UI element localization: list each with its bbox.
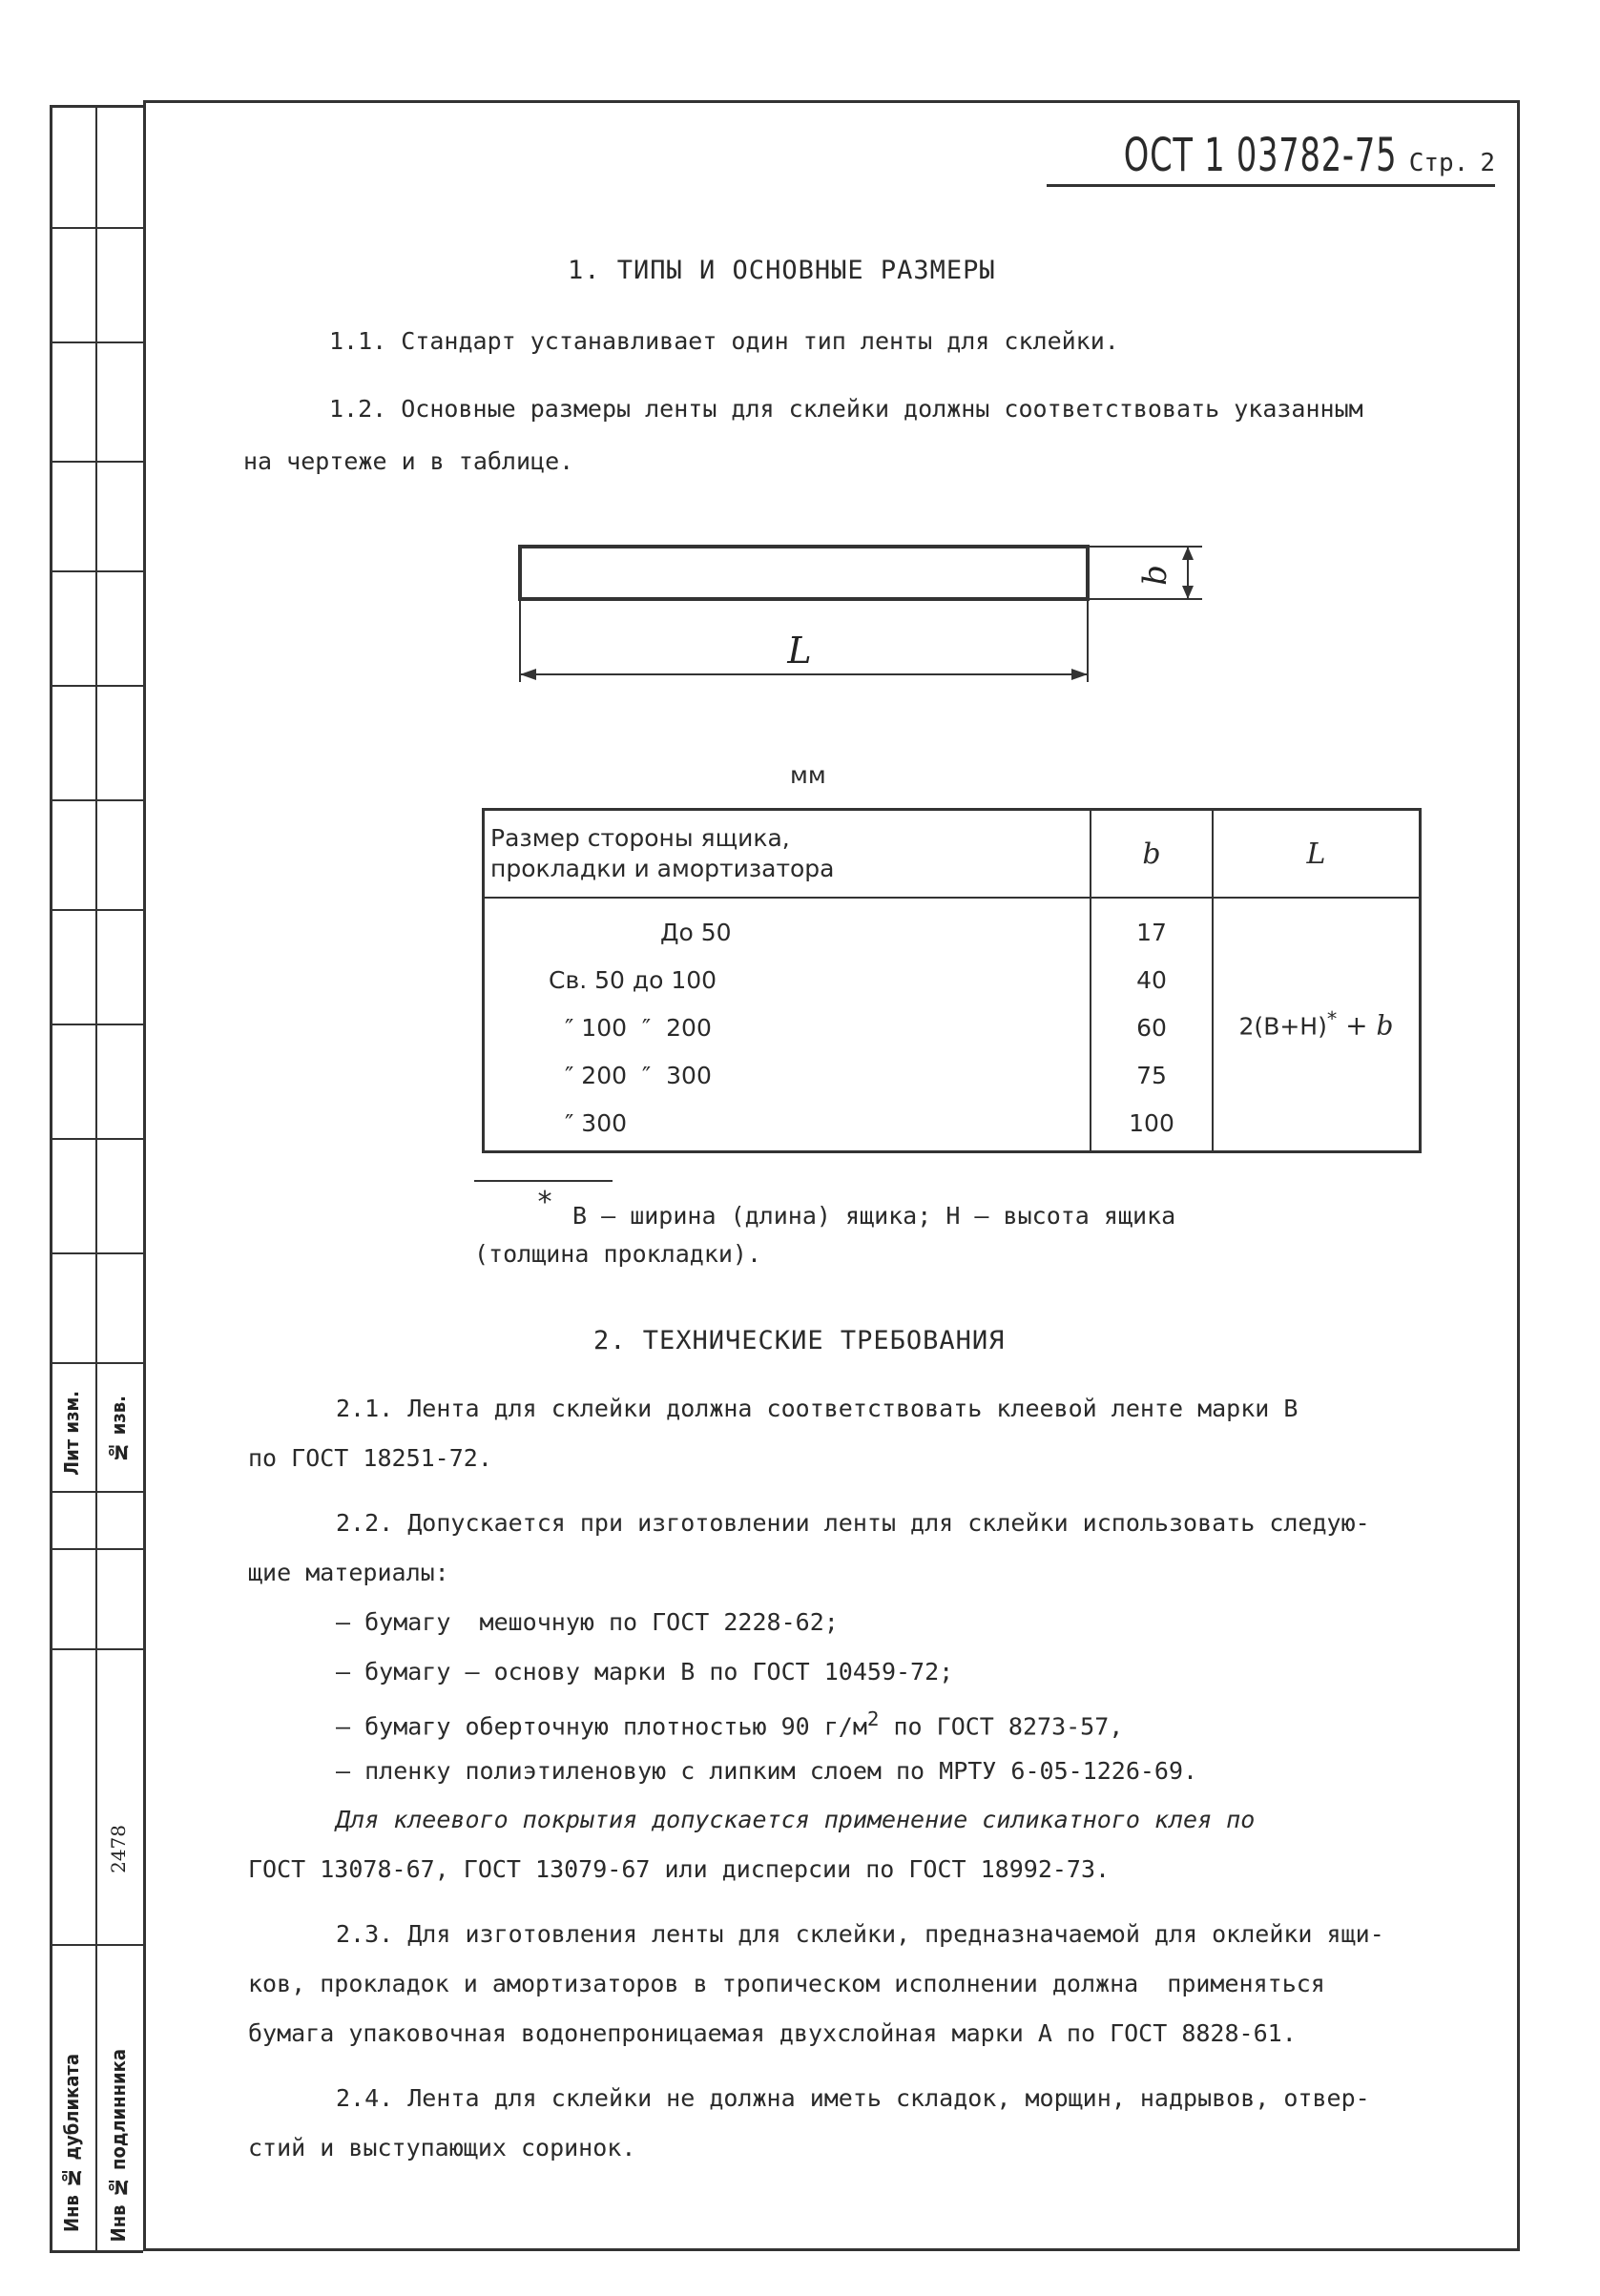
paragraph-2-2-coating-cont: ГОСТ 13078-67, ГОСТ 13079-67 или дисперсии по ГОСТ 18992-73. <box>248 1855 1111 1883</box>
table-header-L <box>1213 810 1421 899</box>
section-1-title: 1. ТИПЫ И ОСНОВНЫЕ РАЗМЕРЫ <box>568 256 996 285</box>
list-item: – бумагу – основу марки В по ГОСТ 10459-72; <box>336 1658 954 1686</box>
strip-number: 2478 <box>107 1825 130 1873</box>
paragraph-2-3-cont: ков, прокладок и амортизаторов в тропическом исполнении должна применяться <box>248 1970 1325 1997</box>
paragraph-2-2-cont: щие материалы: <box>248 1559 449 1586</box>
paragraph-2-4: 2.4. Лента для склейки не должна иметь складок, морщин, надрывов, отвер- <box>336 2084 1370 2112</box>
strip-line <box>52 570 143 572</box>
section-2-title: 2. ТЕХНИЧЕСКИЕ ТРЕБОВАНИЯ <box>593 1326 1006 1355</box>
table-header-size-line1: Размер стороны ящика, <box>490 824 790 852</box>
paragraph-2-3-cont-2: бумага упаковочная водонепроницаемая двухслойная марки А по ГОСТ 8828-61. <box>248 2019 1297 2047</box>
document-code: ОСТ 1 03782-75 <box>1124 129 1398 182</box>
sizes-table <box>482 808 1422 1153</box>
page-label: Стр. <box>1408 149 1469 177</box>
dimension-label-b: b <box>1136 565 1174 586</box>
strip-line <box>52 1362 143 1364</box>
table-cell-b: 75 <box>1091 1051 1213 1099</box>
strip-label-lit: Лит изм. <box>60 1391 83 1476</box>
paragraph-2-1: 2.1. Лента для склейки должна соответствовать клеевой ленте марки В <box>336 1395 1299 1422</box>
strip-line <box>52 1252 143 1254</box>
table-unit: мм <box>790 761 826 789</box>
tape-drawing <box>496 529 1240 701</box>
strip-line <box>52 1648 143 1650</box>
strip-line <box>52 341 143 343</box>
formula-text: 2(В+Н) <box>1238 1012 1327 1041</box>
table-cell-size: ″ 300 <box>484 1099 1091 1152</box>
strip-line <box>52 1944 143 1946</box>
strip-line <box>52 799 143 801</box>
table-cell-size: ″ 200 ″ 300 <box>484 1051 1091 1099</box>
list-item: – бумагу мешочную по ГОСТ 2228-62; <box>336 1608 839 1636</box>
strip-line <box>52 227 143 229</box>
paragraph-2-4-cont: стий и выступающих соринок. <box>248 2134 636 2162</box>
list-item-superscript: 2 <box>866 1707 880 1730</box>
document-header <box>1047 129 1495 187</box>
footnote-star: * <box>536 1186 554 1219</box>
footnote-line-1: В – ширина (длина) ящика; Н – высота ящика <box>572 1202 1176 1230</box>
table-header-size-line2: прокладки и амортизатора <box>490 855 835 882</box>
footnote-rule <box>474 1180 613 1182</box>
table-cell-b: 40 <box>1091 956 1213 1003</box>
table-header-b-symbol: b <box>1142 837 1161 871</box>
strip-line <box>52 685 143 687</box>
strip-line <box>52 1024 143 1025</box>
table-cell-b: 100 <box>1091 1099 1213 1152</box>
paragraph-2-2-coating: Для клеевого покрытия допускается применение силикатного клея по <box>336 1806 1256 1833</box>
strip-line <box>52 909 143 911</box>
list-item-text-tail: по ГОСТ 8273-57, <box>879 1712 1124 1741</box>
strip-label-no-izv: № изв. <box>107 1396 130 1464</box>
strip-line <box>52 461 143 463</box>
table-cell-size: ″ 100 ″ 200 <box>484 1003 1091 1051</box>
paragraph-1-2-cont: на чертеже и в таблице. <box>243 447 574 475</box>
strip-label-inv-dub: Инв № дубликата <box>60 2054 83 2232</box>
table-header-L-symbol: L <box>1306 837 1326 871</box>
paragraph-1-2: 1.2. Основные размеры ленты для склейки должны соответствовать указанным <box>329 395 1363 423</box>
strip-divider <box>95 108 97 2250</box>
list-item <box>336 1707 1123 1740</box>
table-cell-formula <box>1213 898 1421 1152</box>
table-header-size <box>484 810 1091 899</box>
table-header-b <box>1091 810 1213 899</box>
formula-tail: + b <box>1337 1009 1394 1042</box>
table-cell-b: 17 <box>1091 898 1213 956</box>
strip-line <box>52 1491 143 1493</box>
page-number: 2 <box>1480 149 1495 177</box>
side-stamp-strip <box>50 105 143 2253</box>
table-row <box>484 898 1421 956</box>
table-cell-b: 60 <box>1091 1003 1213 1051</box>
table-cell-size: До 50 <box>484 898 1091 956</box>
formula-star: * <box>1326 1007 1338 1031</box>
paragraph-2-3: 2.3. Для изготовления ленты для склейки, предназначаемой для оклейки ящи- <box>336 1920 1384 1948</box>
paragraph-1-1: 1.1. Стандарт устанавливает один тип ленты для склейки. <box>329 327 1119 355</box>
list-item: – пленку полиэтиленовую с липким слоем по МРТУ 6-05-1226-69. <box>336 1757 1198 1785</box>
paragraph-2-2: 2.2. Допускается при изготовлении ленты для склейки использовать следую- <box>336 1509 1370 1537</box>
strip-label-inv-podl: Инв № подлинника <box>107 2049 130 2243</box>
dimension-label-L: L <box>787 630 812 672</box>
strip-line <box>52 1138 143 1140</box>
strip-line <box>52 1548 143 1550</box>
footnote-line-2: (толщина прокладки). <box>474 1240 762 1268</box>
paragraph-2-1-cont: по ГОСТ 18251-72. <box>248 1444 492 1472</box>
table-cell-size: Св. 50 до 100 <box>484 956 1091 1003</box>
list-item-text: – бумагу оберточную плотностью 90 г/м <box>336 1712 867 1741</box>
